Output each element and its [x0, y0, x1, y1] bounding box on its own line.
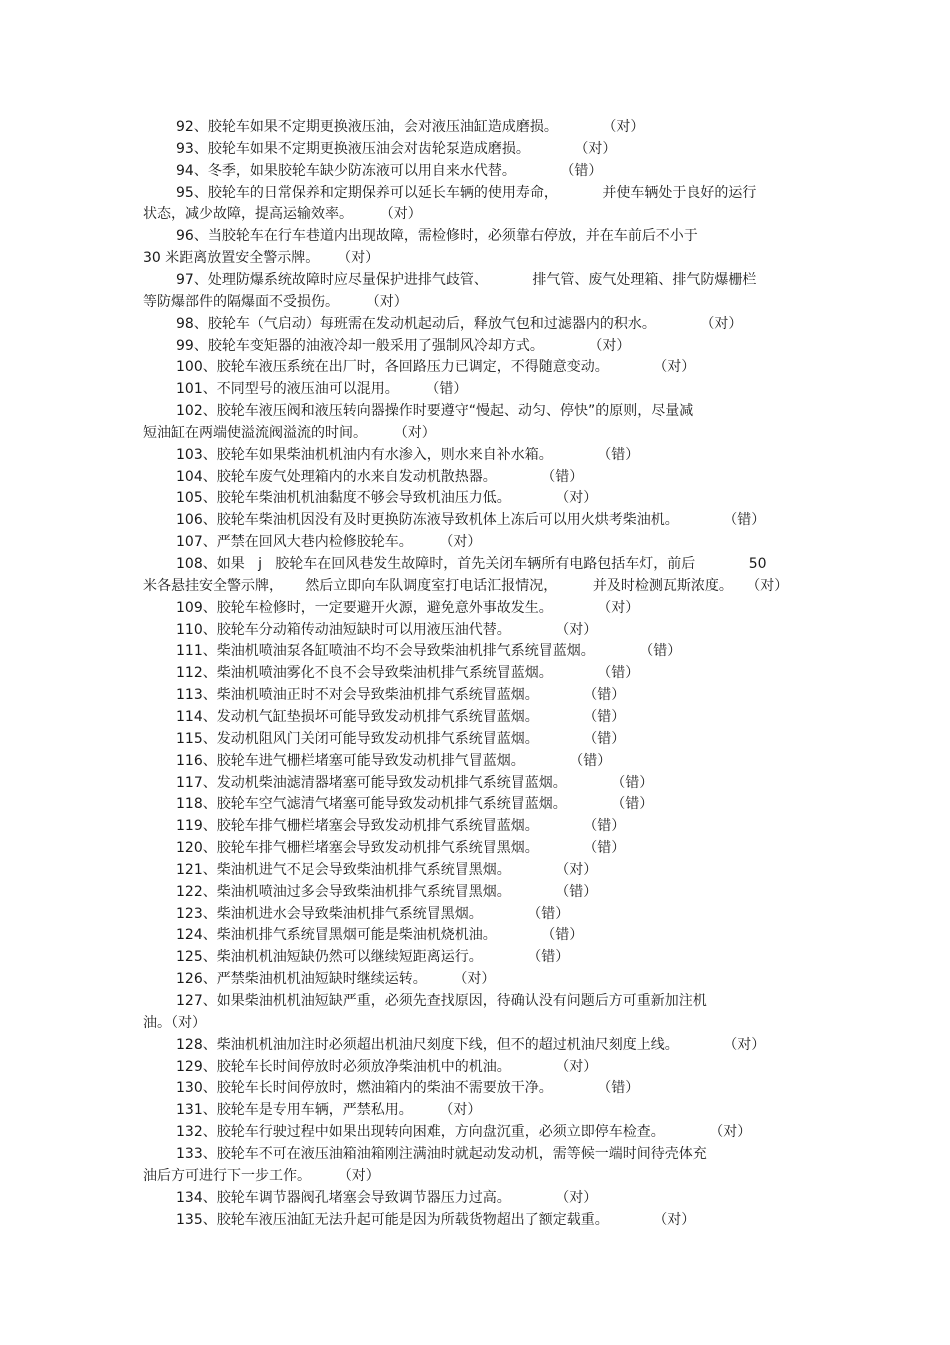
text-line: 116、胶轮车进气栅栏堵塞可能导致发动机排气冒蓝烟。 （错） [176, 752, 612, 769]
text-line: 105、胶轮车柴油机机油黏度不够会导致机油压力低。 （对） [176, 490, 598, 507]
text-line: 119、胶轮车排气栅栏堵塞会导致发动机排气系统冒蓝烟。 （错） [176, 818, 626, 835]
text-line: 135、胶轮车液压油缸无法升起可能是因为所载货物超出了额定载重。 （对） [176, 1211, 696, 1228]
text-line: 124、柴油机排气系统冒黑烟可能是柴油机烧机油。 （错） [176, 927, 584, 944]
text-line: 95、胶轮车的日常保养和定期保养可以延长车辆的使用寿命， 并使车辆处于良好的运行 [176, 184, 757, 201]
text-line: 134、胶轮车调节器阀孔堵塞会导致调节器压力过高。 （对） [176, 1189, 598, 1206]
text-line: 112、柴油机喷油雾化不良不会导致柴油机排气系统冒蓝烟。 （错） [176, 665, 640, 682]
text-line: 128、柴油机机油加注时必须超出机油尺刻度下线，但不的超过机油尺刻度上线。 （对） [176, 1036, 766, 1053]
text-line: 98、胶轮车（气启动）每班需在发动机起动后，释放气包和过滤器内的积水。 （对） [176, 315, 743, 332]
text-line: 102、胶轮车液压阀和液压转向器操作时要遵守“慢起、动匀、停快”的原则，尽量减 [176, 403, 694, 420]
text-line: 129、胶轮车长时间停放时必须放净柴油机中的机油。 （对） [176, 1058, 598, 1075]
text-line: 94、冬季，如果胶轮车缺少防冻液可以用自来水代替。 （错） [176, 162, 603, 179]
text-line: 131、胶轮车是专用车辆，严禁私用。 （对） [176, 1102, 482, 1119]
text-line: 103、胶轮车如果柴油机机油内有水渗入，则水来自补水箱。 （错） [176, 446, 640, 463]
text-line: 92、胶轮车如果不定期更换液压油，会对液压油缸造成磨损。 （对） [176, 119, 645, 135]
text-line: 121、柴油机进气不足会导致柴油机排气系统冒黑烟。 （对） [176, 861, 598, 878]
text-line: 97、处理防爆系统故障时应尽量保护进排气歧管、 排气管、废气处理箱、排气防爆栅栏 [176, 271, 757, 288]
text-line-continuation: 30 米距离放置安全警示牌。 （对） [143, 250, 380, 267]
text-line: 125、柴油机机油短缺仍然可以继续短距离运行。 （错） [176, 949, 570, 966]
text-line: 120、胶轮车排气栅栏堵塞会导致发动机排气系统冒黑烟。 （错） [176, 840, 626, 857]
text-line-continuation: 油。（对） [143, 1014, 206, 1031]
text-line: 104、胶轮车废气处理箱内的水来自发动机散热器。 （错） [176, 468, 584, 485]
text-line: 130、胶轮车长时间停放时，燃油箱内的柴油不需要放干净。 （错） [176, 1080, 640, 1097]
text-line: 111、柴油机喷油泵各缸喷油不均不会导致柴油机排气系统冒蓝烟。 （错） [176, 643, 682, 660]
text-line: 93、胶轮车如果不定期更换液压油会对齿轮泵造成磨损。 （对） [176, 140, 617, 157]
text-line-continuation: 短油缸在两端使溢流阀溢流的时间。 （对） [143, 424, 436, 441]
text-line: 122、柴油机喷油过多会导致柴油机排气系统冒黑烟。 （错） [176, 883, 598, 900]
text-line: 100、胶轮车液压系统在出厂时，各回路压力已调定，不得随意变动。 （对） [176, 359, 696, 376]
text-line: 106、胶轮车柴油机因没有及时更换防冻液导致机体上冻后可以用火烘考柴油机。 （错） [176, 512, 766, 529]
text-line: 99、胶轮车变矩器的油液冷却一般采用了强制风冷却方式。 （对） [176, 337, 631, 354]
text-line: 123、柴油机进水会导致柴油机排气系统冒黑烟。 （错） [176, 905, 570, 922]
text-line-continuation: 等防爆部件的隔爆面不受损伤。 （对） [143, 293, 408, 310]
text-line: 109、胶轮车检修时，一定要避开火源，避免意外事故发生。 （对） [176, 599, 640, 616]
text-line: 133、胶轮车不可在液压油箱油箱刚注满油时就起动发动机，需等候一端时间待壳体充 [176, 1145, 707, 1162]
text-line: 96、当胶轮车在行车巷道内出现故障，需检修时，必须靠右停放，并在车前后不小于 [176, 228, 698, 245]
text-line-continuation: 米各悬挂安全警示牌， 然后立即向车队调度室打电话汇报情况， 并及时检测瓦斯浓度。 （对） [143, 577, 789, 594]
text-line: 110、胶轮车分动箱传动油短缺时可以用液压油代替。 （对） [176, 621, 598, 638]
text-line: 117、发动机柴油滤清器堵塞可能导致发动机排气系统冒蓝烟。 （错） [176, 774, 654, 791]
text-line-continuation: 状态，减少故障，提高运输效率。 （对） [143, 206, 422, 223]
text-line-continuation: 油后方可进行下一步工作。 （对） [143, 1167, 380, 1184]
text-line: 114、发动机气缸垫损坏可能导致发动机排气系统冒蓝烟。 （错） [176, 708, 626, 725]
text-line: 101、不同型号的液压油可以混用。 （错） [176, 381, 468, 398]
text-line: 127、如果柴油机机油短缺严重，必须先查找原因，待确认没有问题后方可重新加注机 [176, 993, 707, 1009]
text-line: 113、柴油机喷油正时不对会导致柴油机排气系统冒蓝烟。 （错） [176, 687, 626, 704]
text-line: 118、胶轮车空气滤清气堵塞可能导致发动机排气系统冒蓝烟。 （错） [176, 796, 654, 813]
text-line: 126、严禁柴油机机油短缺时继续运转。 （对） [176, 971, 496, 988]
text-line: 132、胶轮车行驶过程中如果出现转向困难，方向盘沉重，必须立即停车检查。 （对） [176, 1124, 752, 1141]
text-line: 115、发动机阻风门关闭可能导致发动机排气系统冒蓝烟。 （错） [176, 730, 626, 747]
text-line: 108、如果 j 胶轮车在回风巷发生故障时，首先关闭车辆所有电路包括车灯，前后 50 [176, 556, 767, 572]
text-line: 107、严禁在回风大巷内检修胶轮车。 （对） [176, 534, 482, 551]
